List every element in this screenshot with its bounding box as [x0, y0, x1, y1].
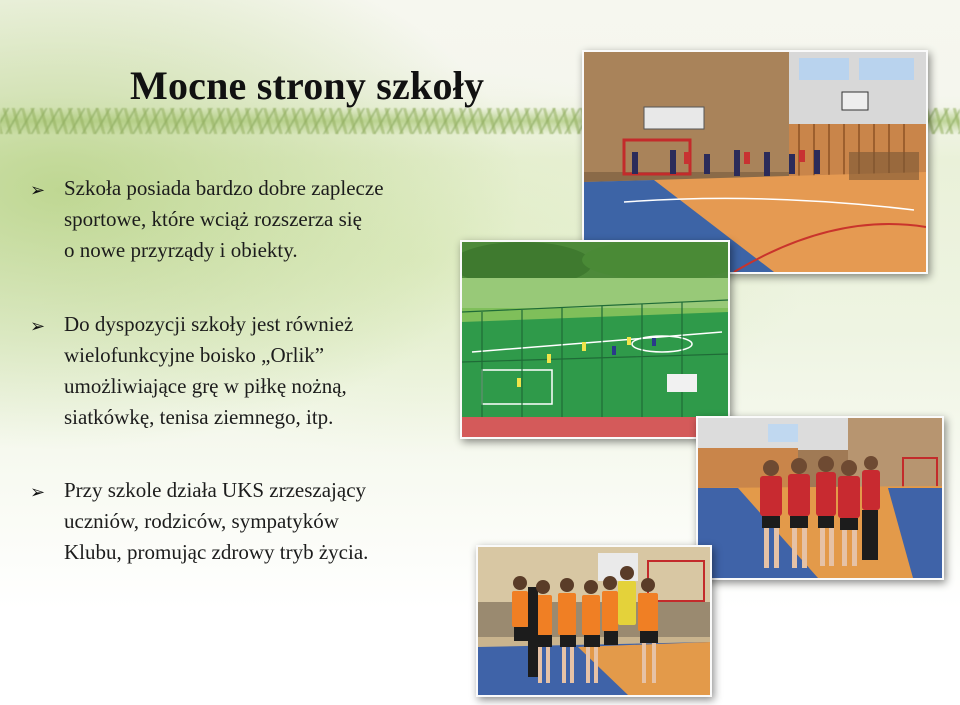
bullet-line: Szkoła posiada bardzo dobre zaplecze [64, 176, 384, 200]
bullet-line: wielofunkcyjne boisko „Orlik” [64, 343, 325, 367]
bullet-line: sportowe, które wciąż rozszerza się [64, 207, 362, 231]
bullet-item [30, 475, 368, 568]
bullet-text [64, 475, 368, 568]
bullet-line: Klubu, promując zdrowy tryb życia. [64, 540, 369, 564]
orlik-field-photo [460, 240, 730, 439]
bullet-item [30, 309, 353, 433]
handball-team-photo [476, 545, 712, 697]
volleyball-team-photo [696, 416, 944, 580]
bullet-line: siatkówkę, tenisa ziemnego, itp. [64, 405, 334, 429]
bullet-line: umożliwiające grę w piłkę nożną, [64, 374, 347, 398]
bullet-item [30, 173, 384, 266]
slide-title: Mocne strony szkoły [130, 63, 485, 108]
bullet-text [64, 173, 384, 266]
bullet-line: uczniów, rodziców, sympatyków [64, 509, 339, 533]
bullet-text [64, 309, 353, 433]
bullet-line: Do dyspozycji szkoły jest również [64, 312, 354, 336]
arrow-bullet-icon: ➢ [30, 482, 46, 502]
bullet-line: Przy szkole działa UKS zrzeszający [64, 478, 367, 502]
arrow-bullet-icon: ➢ [30, 180, 46, 200]
arrow-bullet-icon: ➢ [30, 316, 46, 336]
bullet-line: o nowe przyrządy i obiekty. [64, 238, 298, 262]
